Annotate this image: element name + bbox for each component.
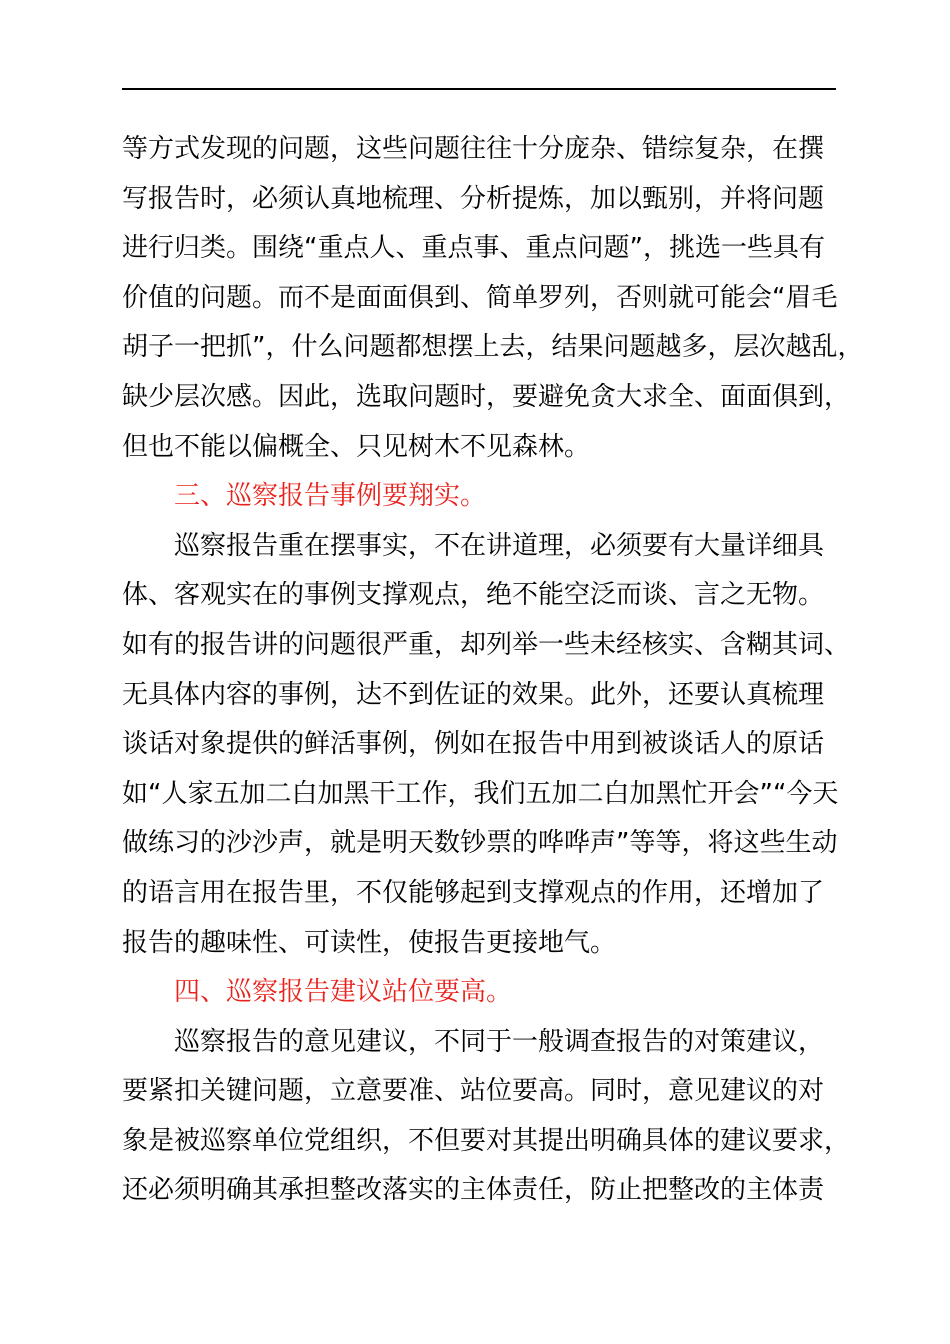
section-heading: 三、巡察报告事例要翔实。 <box>174 481 487 512</box>
text-line: 缺少层次感。因此，选取问题时，要避免贪大求全、面面俱到， <box>122 381 851 412</box>
text-line: 巡察报告的意见建议，不同于一般调查报告的对策建议， <box>174 1026 825 1057</box>
text-line: 体、客观实在的事例支撑观点，绝不能空泛而谈、言之无物。 <box>122 580 825 611</box>
text-line: 巡察报告重在摆事实，不在讲道理，必须要有大量详细具 <box>174 530 825 561</box>
text-line: 的语言用在报告里，不仅能够起到支撑观点的作用，还增加了 <box>122 877 825 908</box>
text-line: 等方式发现的问题，这些问题往往十分庞杂、错综复杂，在撰 <box>122 134 825 164</box>
text-line: 写报告时，必须认真地梳理、分析提炼，加以甄别，并将问题 <box>122 183 825 214</box>
text-line: 象是被巡察单位党组织，不但要对其提出明确具体的建议要求， <box>122 1125 851 1156</box>
text-line: 做练习的沙沙声，就是明天数钞票的哗哗声”等等，将这些生动 <box>122 828 838 859</box>
text-line: 无具体内容的事例，达不到佐证的效果。此外，还要认真梳理 <box>122 679 825 710</box>
text-line: 还必须明确其承担整改落实的主体责任，防止把整改的主体责 <box>122 1175 825 1206</box>
text-line: 价值的问题。而不是面面俱到、简单罗列，否则就可能会“眉毛 <box>122 282 838 313</box>
text-line: 如“人家五加二白加黑干工作，我们五加二白加黑忙开会”“今天 <box>122 778 839 809</box>
text-line: 进行归类。围绕“重点人、重点事、重点问题”，挑选一些具有 <box>122 233 825 264</box>
text-line: 报告的趣味性、可读性，使报告更接地气。 <box>122 927 617 958</box>
header-rule <box>122 88 836 90</box>
text-line: 胡子一把抓”，什么问题都想摆上去，结果问题越多，层次越乱， <box>122 332 864 363</box>
section-heading: 四、巡察报告建议站位要高。 <box>174 977 513 1008</box>
text-line: 如有的报告讲的问题很严重，却列举一些未经核实、含糊其词、 <box>122 629 851 660</box>
document-body <box>122 125 862 1216</box>
text-line: 要紧扣关键问题，立意要准、站位要高。同时，意见建议的对 <box>122 1076 825 1107</box>
text-line: 谈话对象提供的鲜活事例，例如在报告中用到被谈话人的原话 <box>122 729 825 760</box>
text-line: 但也不能以偏概全、只见树木不见森林。 <box>122 431 591 462</box>
